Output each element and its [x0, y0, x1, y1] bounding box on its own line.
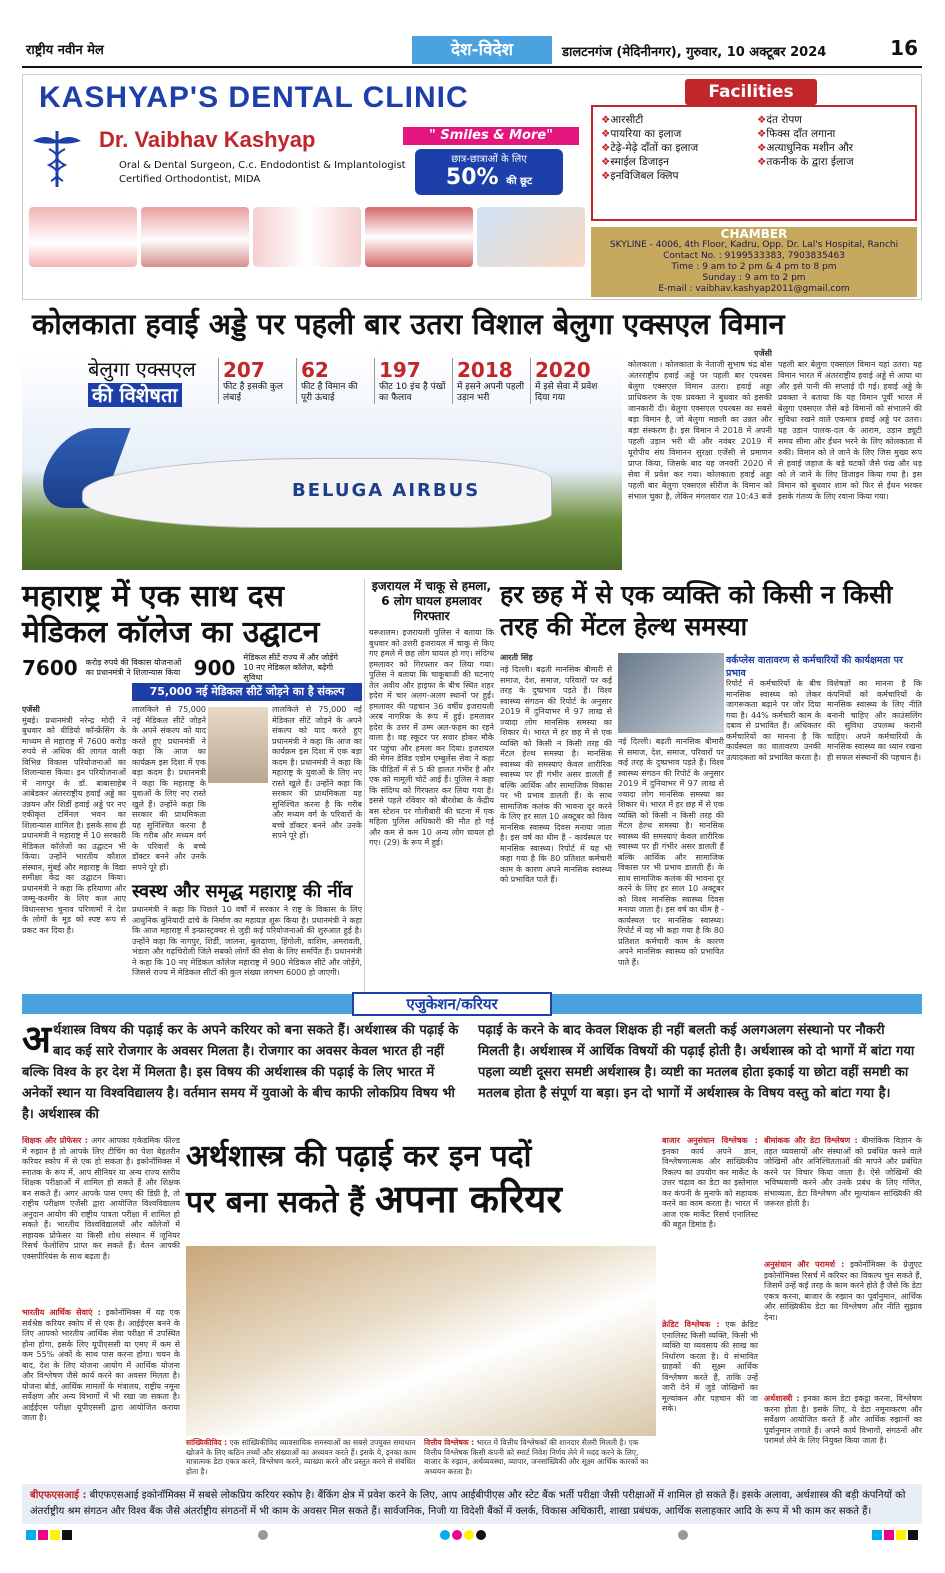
chamber-title: CHAMBER [720, 227, 788, 241]
stat-length: 207 फीट है इसकी कुल लंबाई [218, 358, 292, 404]
doctor-qualifications: Oral & Dental Surgeon, C.c. Endodontist & Implantologist Certified Orthodontist, MIDA [119, 160, 406, 185]
chamber-sunday: Sunday : 9 am to 2 pm [702, 273, 806, 283]
career-captions [186, 1438, 656, 1476]
facility-item: ❖ टेढ़े-मेढ़े दाँतों का इलाज [601, 141, 756, 155]
intro-left: अ र्थशास्त्र विषय की पढ़ाई कर के अपने करियर को बना सकते हैं। अर्थशास्त्र की पढ़ाई के बाद कई सारे रोजगार के अवसर मिलता है। रोजगार का अवसर केवल भारत ही नहीं बल्कि विश्व के हर देश में मिलता है। इस विषय की अर्थशास्त्र की पढ़ाई के लिए भारत में अनेकों स्थान या विश्वविद्यालय है। वर्तमान समय में युवाओ के बीच काफी लोकप्रिय विषय भी है। अर्थशास्त्र की [22, 1017, 459, 1122]
career-item: बीमांकक और डेटा विश्लेषण : बीमांकिक विज्ञान के तहत व्यवसायों और संस्थाओं को प्रबंधित करने वाले जोखिमों और अनिश्चितताओं की मापने और प्रबंधित करने पर विचार किया जाता है। ऐसे जोखिमों की भविष्यवाणी करने और उनके प्रबंध के लिए गणित, संभाव्यता, डेटा विश्लेषण और मूल्यांकन सांख्यिकी की जरूरत होती है। [764, 1136, 922, 1208]
chamber-time: Time : 9 am to 2 pm & 4 pm to 8 pm [671, 262, 837, 272]
maharashtra-body [22, 705, 126, 995]
discount-badge [415, 149, 563, 195]
beluga-story [22, 304, 922, 572]
discount-line1: छात्र-छात्राओं के लिए [451, 154, 527, 165]
seats-subhead: 75,000 नई मेडिकल सीटें जोड़ने का है संकल्प [132, 683, 362, 701]
implant-photo [253, 207, 361, 267]
stat-first-flight: 2018 में इसने अपनी पहली उड़ान भरी [452, 358, 526, 404]
education-section-label: एजुकेशन/करियर [352, 992, 552, 1016]
stat-service-entry: 2020 में इसे सेवा में प्रवेश दिया गया [530, 358, 604, 404]
facility-item: ❖ स्माईल डिजाइन [601, 155, 756, 169]
figure-7600-label: करोड़ रुपये की विकास योजनाओं का प्रधानमंत्री ने शिलान्यास किया [85, 658, 182, 677]
career-item: अनुसंधान और परामर्श : इकोनॉमिक्स के ग्रेजुएट इकोनॉमिक्स रिसर्च में करियर का विकल्प चुन सकते हैं, जिसमें उन्हें कई तरह के काम करने होते हैं जैसे कि डेटा एकत्र करना, बाजार के रुझान का पूर्वानुमान, आर्थिक और सांख्यिकीय डेटा का विश्लेषण और नीति सुझाव देना। [764, 1260, 922, 1322]
page-number: 16 [890, 36, 918, 60]
section-label: देश-विदेश [412, 36, 552, 64]
career-feature-center [186, 1136, 656, 1476]
career-item: बाजार अनुसंधान विश्लेषक : इनका कार्य अपने ज्ञान, विश्लेषणात्मक और सांख्यिकीय रिकल्प का उपयोग कर मार्केट के उत्तर चढ़ाव का डेटा का इस्तेमाल कर कंपनी के मुनाफे को सहायक करने का काम करता है। भारत में आज एक मार्केट रिसर्च एनालिस्ट की बहुत डिमांड है। [662, 1136, 758, 1229]
plane-livery-text: BELUGA AIRBUS [292, 480, 481, 501]
education-section-band [22, 994, 922, 1014]
mental-health-body-2: नई दिल्ली। बढ़ती मानसिक बीमारी से समाज, देश, समाज, परिवारों पर कई तरह के दुष्प्रभाव पड़ते हैं। विश्व स्वास्थ्य संगठन की रिपोर्ट के अनुसार 2019 में दुनियाभर में 97 लाख से ज्यादा लोग मानसिक समस्या का शिकार थे। भारत में हर छह में से एक व्यक्ति को किसी न किसी तरह की मेंटल हेल्थ समस्या है। मानसिक स्वास्थ्य की समस्याएं केवल शारीरिक स्वास्थ्य पर ही गंभीर असर डालती हैं बल्कि आर्थिक और सामाजिक विकास पर भी प्रभाव डालती हैं। के साथ सामाजिक कलंक की भावना दूर करने के लिए हर साल 10 अक्टूबर को विश्व मानसिक स्वास्थ्य दिवस मनाया जाता है। इस वर्ष का थीम है - कार्यस्थल पर मानसिक स्वास्थ्य। रिपोर्ट में यह भी कहा गया है कि 80 प्रतिशत कर्मचारी काम के कारण अपने मानसिक स्वास्थ्य को प्रभावित पाते हैं। [618, 737, 724, 967]
beluga-headline: कोलकाता हवाई अड्डे पर पहली बार उतरा विशाल बेलुगा एक्सएल विमान [32, 307, 785, 341]
byline: आरती सिंह [500, 653, 533, 662]
career-intro [22, 1017, 922, 1130]
facility-item: ❖ फिक्स दाँत लगाना [757, 127, 912, 141]
graphic-title: बेलुगा एक्सएल की विशेषता [88, 357, 196, 407]
career-headline: अर्थशास्त्र की पढ़ाई कर इन पदों पर बना सकते हैं अपना करियर [186, 1139, 562, 1221]
braces-photo [141, 207, 249, 267]
page-header [22, 34, 922, 68]
facility-item: ❖ आरसीटी [601, 113, 756, 127]
facilities-list-a [601, 113, 756, 183]
dental-photo-strip [29, 207, 585, 267]
drop-cap: अ [22, 1017, 52, 1061]
beluga-text: कोलकाता । कोलकाता के नेताजी सुभाष चंद्र बोस अंतरराष्ट्रीय हवाई अड्डे पर पहली बार एयरबस बेलुगा एक्सएल विमान उतरा। हवाई अड्डा प्राधिकरण के एक प्रवक्ता ने बुधवार को इसकी जानकारी दी। बेलुगा एक्सएल एयरबस का सबसे बड़ा विमान है, जो बेलुगा मछली का उन्नत और बड़ा संस्करण है। इस विमान ने 2018 में अपनी पहली उड़ान भरी थी और नवंबर 2019 में यूरोपीय संघ विमानन सुरक्षा एजेंसी से प्रमाणन प्राप्त किया, जिसके बाद यह जनवरी 2020 में सेवा में प्रवेश कर गया। कोलकाता हवाई अड्डा पहली बार बेलुगा एक्सएल सीरीज के विमान को संभाल चुका है, लेकिन मंगलवार रात 10:43 बजे पहली बार बेलुगा एक्सएल विमान यहां उतरा। यह विमान भारत में अंतरराष्ट्रीय हवाई अड्डे से आया था और इसे पानी की सप्लाई दी गई। हवाई अड्डे के प्रवक्ता ने बताया कि यह विमान पूर्वी भारत में बेलुगा एक्सएल जैसे बड़े विमानों को संभालने की सुविधा रखने वाले एकमात्र हवाई अड्डे पर उतरा। यह उड़ान पालक-दल के आराम, उड़ान ड्यूटी समय सीमा और ईंधन भरने के लिए कोलकाता में रुकी। विमान को ले जाने के लिए जिस मुख्य रूप से हवाई जहाज के बड़े घटकों जैसे पंख और धड़ को ले जाने के लिए डिजाइन किया गया है। इस विमान को बुधवार शाम को फिर से ईंधन भरकर इसके गंतव्य के लिए रवाना किया गया। [628, 360, 922, 501]
mental-health-body: नई दिल्ली। बढ़ती मानसिक बीमारी से समाज, देश, समाज, परिवारों पर कई तरह के दुष्प्रभाव पड़ते हैं। विश्व स्वास्थ्य संगठन की रिपोर्ट के अनुसार 2019 में दुनियाभर में 97 लाख से ज्यादा लोग मानसिक समस्या का शिकार थे। भारत में हर छह में से एक व्यक्ति को किसी न किसी तरह की मेंटल हेल्थ समस्या है। मानसिक स्वास्थ्य की समस्याएं केवल शारीरिक स्वास्थ्य पर ही गंभीर असर डालती हैं बल्कि आर्थिक और सामाजिक विकास पर भी प्रभाव डालती हैं। के साथ सामाजिक कलंक की भावना दूर करने के लिए हर साल 10 अक्टूबर को विश्व मानसिक स्वास्थ्य दिवस मनाया जाता है। इस वर्ष का थीम है - कार्यस्थल पर मानसिक स्वास्थ्य। रिपोर्ट में यह भी कहा गया है कि 80 प्रतिशत कर्मचारी काम के कारण अपने मानसिक स्वास्थ्य को प्रभावित पाते हैं। [500, 665, 612, 884]
career-item: भारतीय आर्थिक सेवाएं : इकोनॉमिक्स में यह एक सर्वश्रेष्ठ करियर स्कोप में से एक है। आईईएस बनने के लिए आपको भारतीय आर्थिक सेवा परीक्षा में उपस्थित होना होगा, इसके लिए यूपीएससी या एमए में कम से कम 55% अंकों के साथ पास करना होगा। चयन के बाद, देश के लिए योजना आयोग में आर्थिक योजना और विश्लेषण जैसे कार्य करने का अवसर मिलता है। योजना बोर्ड, आर्थिक मामलों के मंत्रालय, राष्ट्रीय नमूना सर्वेक्षण और अन्य विभागों में भी रखा जा सकता है। आईईएस परीक्षा यूपीएससी द्वारा आयोजित कराया जाता है। [22, 1308, 180, 1422]
byline: एजेंसी [754, 349, 772, 358]
child-dental-photo [477, 207, 585, 267]
bfsi-note: बीएफएसआई : बीएफएसआई इकोनॉमिक्स में सबसे लोकप्रिय करियर स्कोप है। बैंकिंग क्षेत्र में प्रवेश करने के लिए, आप आईबीपीएस और स्टेट बैंक भर्ती परीक्षा जैसी परीक्षाओं में शामिल हो सकते हैं। इसके अलावा, अर्थशास्त्र की बड़ी कंपनियों को अंतर्राष्ट्रीय श्रम संगठन और विश्व बैंक जैसे अंतर्राष्ट्रीय संगठनों में भी काम के अवसर मिल सकते हैं। सार्वजनिक, निजी या विदेशी बैंकों में क्लर्क, विकास अधिकारी, शाखा प्रबंधक, आर्थिक सलाहकार आदि के रूप में भी काम कर सकते हैं। [22, 1484, 922, 1524]
figure-900: 900 [193, 656, 236, 680]
figure-7600: 7600 [22, 656, 78, 680]
maharashtra-story [22, 579, 362, 999]
chamber-address: SKYLINE - 4006, 4th Floor, Kadru, Opp. Dr. Lal's Hospital, Ranchi [609, 240, 899, 250]
maharashtra-body-3: लालकिले से 75,000 नई मेडिकल सीटें जोड़ने के अपने संकल्प को याद करते हुए प्रधानमंत्री ने कहा कि आज का कार्यक्रम इस दिशा में एक बड़ा कदम है। प्रधानमंत्री ने कहा कि महाराष्ट्र के युवाओं के लिए नए रास्ते खुले हैं। उन्होंने कहा कि सरकार की प्राथमिकता यह सुनिश्चित करना है कि गरीब और मध्यम वर्ग के परिवारों के बच्चे डॉक्टर बनने और उनके सपने पूरे हों। [272, 705, 362, 840]
tagline-badge: " Smiles & More" [403, 127, 579, 145]
facilities-list-b [757, 113, 912, 169]
figure-900-label: मेडिकल सीटें राज्य में और जोड़ेंगे 10 नए मेडिकल कॉलेज, बढ़ेगी सुविधा [243, 653, 338, 682]
career-item: वित्तीय विश्लेषक : भारत में वित्तीय विश्लेषकों की शानदार सैलरी मिलती है। एक वित्तीय विश्लेषक किसी कंपनी को स्मार्ट निवेश निर्णय लेने में मदद करने के लिए, बाजार के रुझान, अर्थव्यवस्था, व्यापार, जनसांख्यिकी और सूक्ष्म आर्थिक कारकों का अध्ययन करता है। [424, 1438, 649, 1476]
career-right-column-1 [662, 1136, 758, 1476]
israel-brief [364, 579, 494, 999]
facility-item: ❖ पायरिया का इलाज [601, 127, 756, 141]
maharashtra-body-2: लालकिले से 75,000 नई मेडिकल सीटें जोड़ने के अपने संकल्प को याद करते हुए प्रधानमंत्री ने कहा कि आज का कार्यक्रम इस दिशा में एक बड़ा कदम है। प्रधानमंत्री ने कहा कि महाराष्ट्र के युवाओं के लिए नए रास्ते खुले हैं। उन्होंने कहा कि सरकार की प्राथमिकता यह सुनिश्चित करना है कि गरीब और मध्यम वर्ग के परिवारों के बच्चे डॉक्टर बनने और उनके सपने पूरे हों। [132, 705, 206, 872]
career-item: शिक्षक और प्रोफेसर : अगर आपका एकेडमिक फील्ड में रुझान है तो आपके लिए टीचिंग का पेशा बेहतरीन करियर स्कोप में से एक हो सकता है। इकोनॉमिक्स में स्नातक के रूप में, आप सीनियर या अन्य राज्य स्तरीय शिक्षक परीक्षाओं में शामिल हो सकते हैं और शिक्षक बन सकते हैं। अगर आपके पास एमए की डिग्री है, तो राष्ट्रीय परीक्षण एजेंसी द्वारा आयोजित विश्वविद्यालय अनुदान आयोग की राष्ट्रीय पात्रता परीक्षा में शामिल हो सकते हैं। भारतीय विश्वविद्यालयों और कॉलेजों में सहायक प्रोफेसर या किसी शोध संस्थान में जूनियर रिसर्च फेलोशिप प्राप्त कर सकते हैं। वेतन आपकी एक्सपीरियंस के साथ बढ़ता है। [22, 1136, 180, 1261]
registration-marks [22, 1528, 922, 1542]
maharashtra-text: मुंबई। प्रधानमंत्री नरेन्द्र मोदी ने बुधवार को वीडियो कॉन्फ्रेंसिंग के माध्यम से महाराष्ट्र में 7600 करोड़ रुपये से अधिक की लागत वाली विभिन्न विकास परियोजनाओं का शिलान्यास किया। इन परियोजनाओं में नागपुर के डॉ. बाबासाहेब आंबेडकर अंतरराष्ट्रीय हवाई अड्डे का उन्नयन और शिर्डी हवाई अड्डे पर नए एकीकृत टर्मिनल भवन का शिलान्यास शामिल है। इसके साथ ही प्रधानमंत्री ने महाराष्ट्र में 10 सरकारी मेडिकल कॉलेजों का उद्घाटन भी किया। उन्होंने भारतीय कौशल संस्थान, मुंबई और महाराष्ट्र के विद्या समीक्षा केंद्र का उद्घाटन किया। प्रधानमंत्री ने कहा कि हरियाणा और जम्मू-कश्मीर के लिए कल आए विधानसभा चुनाव परिणामों ने देश के लोगों के मूड को स्पष्ट रूप से प्रकट कर दिया है। [22, 715, 126, 935]
stressed-worker-photo [618, 653, 724, 733]
israel-body: यरूशलम। इजरायली पुलिस ने बताया कि बुधवार को उत्तरी इजरायल में चाकू से किए गए हमले में छह लोग घायल हो गए। संदिग्ध हमलावर को गिरफ्तार कर लिया गया। पुलिस ने बताया कि चाकूबाजी की घटनाएं तेल अवीव और हाइफा के बीच स्थित शहर हदेरा में चार अलग-अलग स्थानों पर हुईं। हमलावर की पहचान 36 वर्षीय इजरायली अरब नागरिक के रूप में हुई। हमलावर हदेरा के उत्तर में उम्म अल-फहम का रहने वाला है। वह स्कूटर पर सवार होकर मौके पर पहुंचा और हमला कर दिया। इजरायल की मेगन डेविड एडोम एम्बुलेंस सेवा ने कहा कि पीड़ितों में से 5 की हालत गंभीर है और एक को मामूली चोटें आई हैं। पुलिस ने कहा कि संदिग्ध को गिरफ्तार कर लिया गया है। इससे पहले रविवार को बीरशेबा के केंद्रीय बस स्टेशन पर गोलीबारी की घटना में एक महिला पुलिस अधिकारी की मौत हो गई और कम से कम 10 अन्य लोग घायल हो गए। (29) के रूप में हुई। [369, 628, 494, 847]
beluga-body [628, 348, 922, 570]
maharashtra-headline: महाराष्ट्र में एक साथ दस मेडिकल कॉलेज का उद्घाटन [22, 579, 320, 650]
dateline: डालटनगंज (मेदिनीनगर), गुरुवार, 10 अक्टूबर 2024 [562, 45, 827, 60]
pm-photo [208, 707, 268, 783]
facilities-title: Facilities [685, 79, 817, 105]
facility-item: ❖ अत्याधुनिक मशीन और [757, 141, 912, 155]
stat-wingspan: 197 फीट 10 इंच है पंखों का फैलाव [374, 358, 448, 404]
economics-career-feature [22, 1136, 922, 1476]
chamber-email: E-mail : vaibhav.kashyap2011@gmail.com [658, 284, 850, 294]
clinic-name: KASHYAP'S DENTAL CLINIC [39, 81, 469, 114]
facilities-box [591, 105, 917, 221]
career-right-column-2 [764, 1136, 922, 1476]
intro-right: पढ़ाई के करने के बाद केवल शिक्षक ही नहीं बलती कई अलगअलग संस्थानो पर नौकरी मिलती है। अर्थशास्त्र में आर्थिक विषयों की पढ़ाईं होती है। अर्थशास्त्र को दो भागों में बांटा गया पहला व्यष्टी दूसरा समष्टी अर्थशास्त्र है। व्यष्टी का मतलब होता इकाई या छोटा वहीं समष्टी का मतलब होता है संपूर्ण या बड़ा। इन दो भागों में अर्थशास्त्र के विषय वस्तु को बांटा गया है। [478, 1023, 915, 1101]
dental-clinic-ad [22, 74, 922, 300]
business-meeting-photo [186, 1246, 656, 1436]
mental-health-headline: हर छह में से एक व्यक्ति को किसी न किसी तरह की मेंटल हेल्थ समस्या [500, 580, 893, 641]
career-item: सांख्यिकीविद : एक सांख्यिकीविद व्यावसायिक समस्याओं का सबसे उपयुक्त समाधान खोजने के लिए कठिन तथ्यों और संख्याओं का अध्ययन करते हैं। इसके ये, इनका काम मात्रात्मक डेटा एकत्र करने, विश्लेषण करने, व्याख्या करने और प्रस्तुत करने से संबंधित होता है। [186, 1438, 416, 1476]
career-item: क्रेडिट विश्लेषक : एक क्रेडिट एनालिस्ट किसी व्यक्ति, किसी भी व्यक्ति या व्यवसाय की साख का निर्धारण करता है। ये संभावित ग्राहकों की सूक्ष्म आर्थिक विश्लेषण करते हैं, ताकि उन्हें जारी देने में जुड़े जोखिमों का मूल्यांकन और पहचान की जा सके। [662, 1320, 758, 1413]
mental-health-body-3: रिपोर्ट में कर्मचारियों के बीच मानसिक स्वास्थ्य को लेकर जागरूकता बढ़ाने पर जोर दिया गया है। 44% कर्मचारी काम के दबाव से प्रभावित हैं। अधिकतर कर्मचारियों का मानना है कि कार्यस्थल का वातावरण उनकी उत्पादकता को प्रभावित करता है। विशेषज्ञों का मानना है कि कंपनियों को कर्मचारियों के मानसिक स्वास्थ्य के लिए नीति बनानी चाहिए और काउंसलिंग की सुविधा उपलब्ध करानी चाहिए। अपने कर्मचारियों के मानसिक स्वास्थ्य का ध्यान रखना ही सफल संस्थानों की पहचान है। [726, 679, 922, 762]
paper-logo: राष्ट्रीय नवीन मेल [26, 43, 104, 58]
facility-item: ❖ दंत रोपण [757, 113, 912, 127]
chamber-info [591, 227, 917, 297]
mental-health-story [500, 579, 922, 999]
maharashtra-body-4: प्रधानमंत्री ने कहा कि पिछले 10 वर्षों में सरकार ने राष्ट्र के विकास के लिए आधुनिक बुनियादी ढांचे के निर्माण का महायज्ञ शुरू किया है। प्रधानमंत्री ने कहा कि आज महाराष्ट्र में इन्फ्रास्ट्रक्चर से जुड़ी कई परियोजनाओं की शुरुआत हुई है। उन्होंने कहा कि नागपुर, शिर्डी, जालना, बुलढाणा, हिंगोली, वाशिम, अमरावती, भंडारा और गढ़चिरोली जिले सबको लोगों की सेवा के लिए समर्पित हैं। प्रधानमंत्री ने कहा कि 10 नए मेडिकल कॉलेज महाराष्ट्र में 900 मेडिकल सीटें और जोड़ेंगे, जिससे राज्य में मेडिकल सीटों की कुल संख्या लगभग 6000 हो जाएगी। [132, 905, 362, 977]
maharashtra-subhead-2: स्वस्थ और समृद्ध महाराष्ट्र की नींव [132, 881, 353, 902]
doctor-name: Dr. Vaibhav Kashyap [99, 127, 316, 152]
facility-item: ❖ तकनीक के द्वारा ईलाज [757, 155, 912, 169]
denture-photo [29, 207, 137, 267]
smile-photo [365, 207, 473, 267]
israel-headline: इजरायल में चाकू से हमला, 6 लोग घायल हमलावर गिरफ्तार [371, 579, 492, 623]
chamber-contact: Contact No. : 9199533383, 7903835463 [663, 251, 845, 261]
caduceus-icon [29, 127, 85, 189]
stat-height: 62 फीट है विमान की पूरी ऊंचाई [296, 358, 370, 404]
beluga-graphic [22, 348, 622, 570]
workplace-subhead: वर्कप्लेस वातावरण से कर्मचारियों की कार्यक्षमता पर प्रभाव [726, 655, 903, 679]
discount-value: 50% की छूट [445, 165, 533, 190]
byline: एजेंसी [22, 705, 40, 714]
key-figures [22, 653, 362, 683]
career-item: अर्थशास्त्री : इनका काम डेटा इकट्ठा करना, विश्लेषण करना होता है। इसके लिए, ये डेटा नमूनाकरण और सर्वेक्षण आयोजित करते हैं और आर्थिक रुझानों का पूर्वानुमान लगाते हैं। अपने कार्य विभागों, संगठनों और परामर्श लेने के लिए नियुक्त किया जाता है। [764, 1394, 922, 1445]
career-left-column [22, 1136, 180, 1476]
facility-item: ❖ इनविजिबल क्लिप [601, 169, 756, 183]
